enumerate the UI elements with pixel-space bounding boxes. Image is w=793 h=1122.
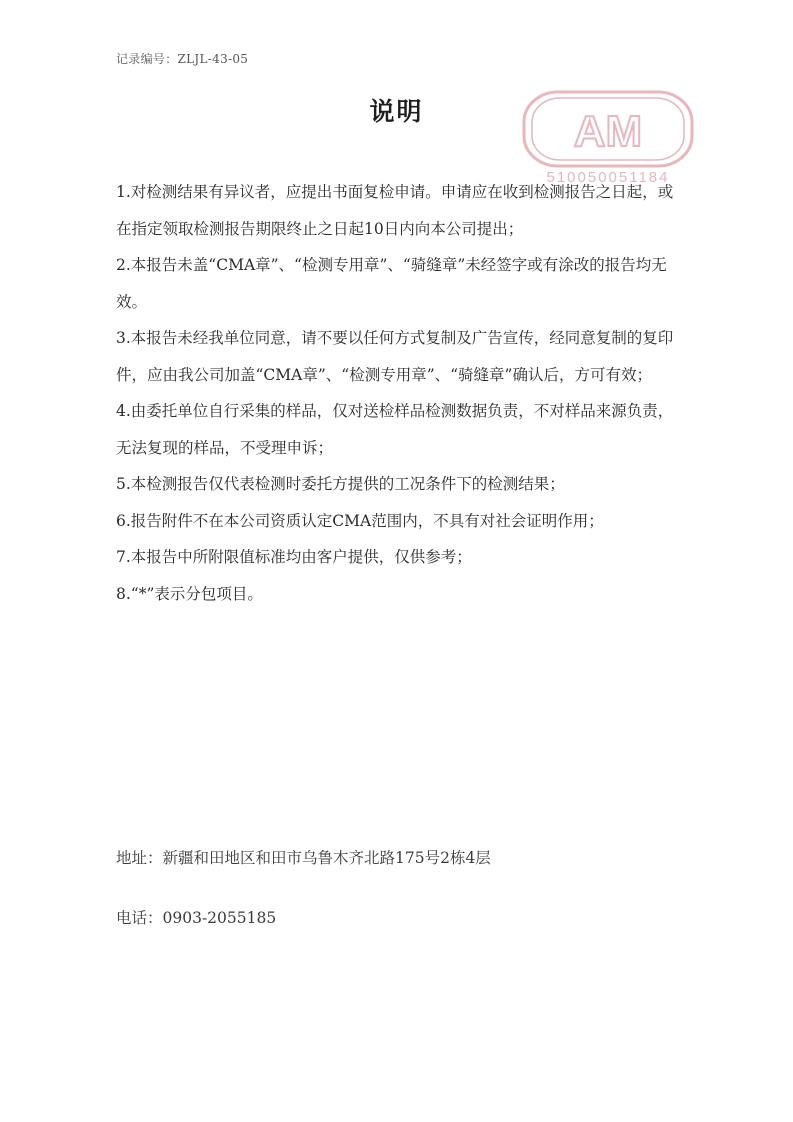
note-item-6: 6.报告附件不在本公司资质认定CMA范围内，不具有对社会证明作用； — [116, 511, 604, 530]
note-item-4: 4.由委托单位自行采集的样品，仅对送检样品检测数据负责，不对样品来源负责，无法复现的样品，不受理申诉； — [116, 402, 674, 457]
note-item-2: 2.本报告未盖“CMA章”、“检测专用章”、“骑缝章”未经签字或有涂改的报告均无效。 — [116, 256, 667, 311]
note-item-5: 5.本检测报告仅代表检测时委托方提供的工况条件下的检测结果； — [116, 475, 565, 493]
record-number: 记录编号：ZLJL-43-05 — [116, 52, 249, 66]
company-phone: 电话：0903-2055185 — [116, 909, 277, 927]
note-item-7: 7.本报告中所附限值标准均由客户提供，仅供参考； — [116, 548, 472, 566]
notes-list — [116, 174, 688, 612]
cma-stamp-seal — [518, 86, 698, 186]
note-item-3: 3.本报告未经我单位同意，请不要以任何方式复制及广告宣传，经同意复制的复印件，应由我公司加盖“CMA章”、“检测专用章”、“骑缝章”确认后，方可有效； — [116, 329, 674, 384]
note-item-1: 1.对检测结果有异议者，应提出书面复检申请。申请应在收到检测报告之日起，或在指定领取检测报告期限终止之日起10日内向本公司提出； — [116, 183, 674, 238]
stamp-logo-text: AM — [573, 107, 643, 156]
stamp-number: 510050051184 — [546, 169, 670, 186]
page-title: 说明 — [369, 97, 424, 126]
company-address: 地址：新疆和田地区和田市乌鲁木齐北路175号2栋4层 — [116, 849, 491, 867]
note-item-8: 8.“*”表示分包项目。 — [116, 584, 263, 603]
